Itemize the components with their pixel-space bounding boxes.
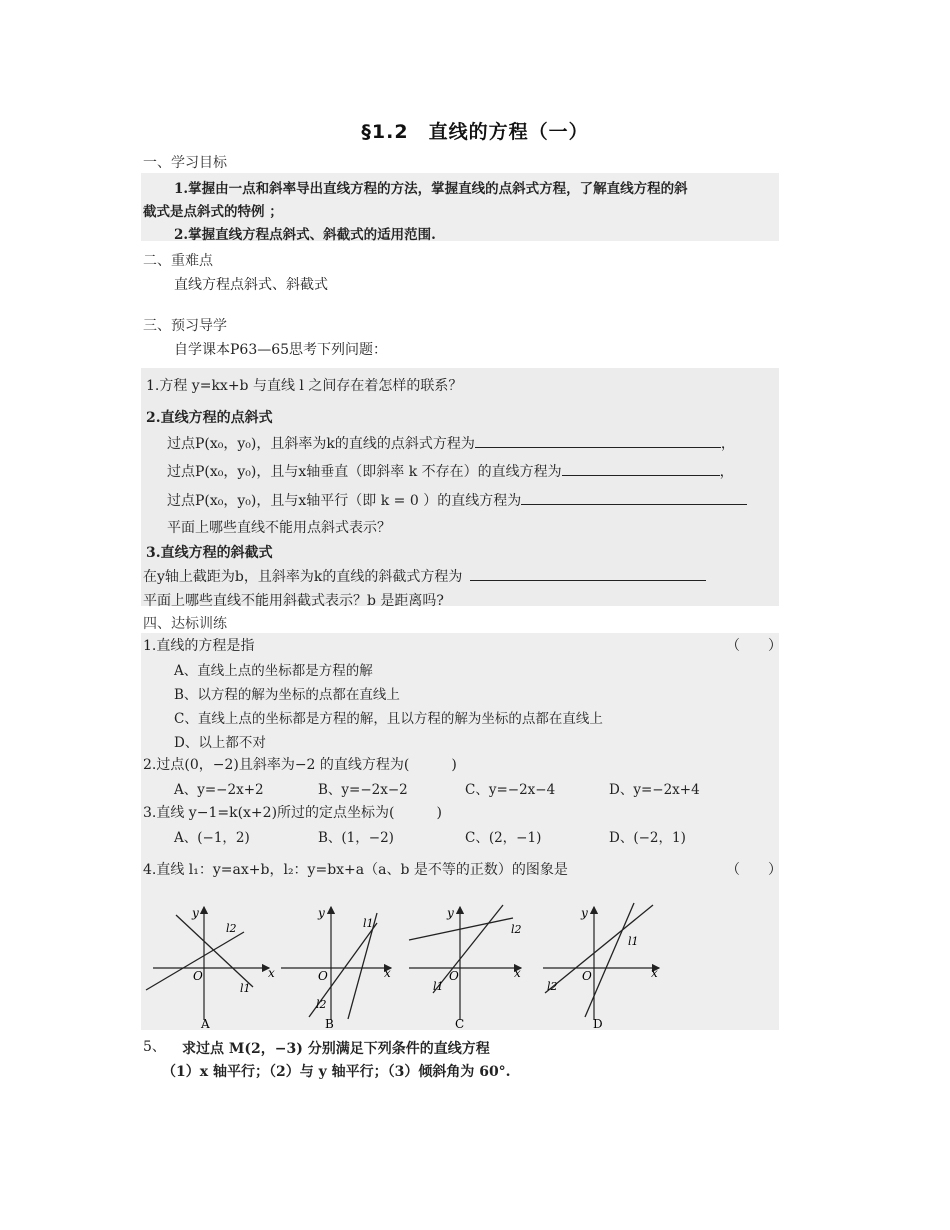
- graph-c-l2-label: l2: [511, 923, 522, 936]
- graph-a-line-l2: [176, 915, 253, 987]
- exercise-3-option-c[interactable]: C、(2，−1): [465, 830, 542, 846]
- page-title: §1.2 直线的方程（一）: [361, 121, 589, 143]
- section-heading-goals: 一、学习目标: [143, 155, 227, 171]
- exercise-4-graphs: [141, 895, 779, 1030]
- graph-c-x-label: x: [514, 966, 521, 980]
- preview-q2c: [167, 490, 747, 510]
- graph-a-origin: O: [193, 969, 203, 983]
- exercise-4: 4.直线 l₁：y=ax+b，l₂：y=bx+a（a、b 是不等的正数）的图象是: [143, 862, 568, 878]
- exercise-1: 1.直线的方程是指: [143, 638, 255, 654]
- graph-c-caption: C: [455, 1017, 465, 1030]
- goal-1-line-1: 1.掌握由一点和斜率导出直线方程的方法，掌握直线的点斜式方程，了解直线方程的斜: [174, 181, 688, 197]
- answer-blank-horizontal[interactable]: [521, 491, 747, 505]
- key-points-text: 直线方程点斜式、斜截式: [174, 277, 328, 293]
- preview-intro: 自学课本P63—65思考下列问题：: [174, 342, 388, 358]
- exercise-5-sub: （1）x 轴平行；（2）与 y 轴平行；（3）倾斜角为 60°.: [162, 1064, 511, 1080]
- section-heading-key-points: 二、重难点: [143, 253, 213, 269]
- exercise-5-number: 5、: [143, 1039, 166, 1055]
- graph-c-l1-label: l1: [433, 980, 444, 993]
- graph-d-l2-label: l2: [547, 980, 558, 993]
- exercise-2-option-b[interactable]: B、y=−2x−2: [318, 782, 408, 798]
- exercise-1-option-d[interactable]: D、以上都不对: [174, 735, 266, 751]
- answer-blank-vertical[interactable]: [562, 462, 720, 476]
- graph-b-l2-label: l2: [316, 998, 327, 1011]
- graph-a-l2-label: l2: [226, 922, 237, 935]
- preview-q2d: 平面上哪些直线不能用点斜式表示？: [167, 520, 391, 536]
- exercise-2: 2.过点(0，−2)且斜率为−2 的直线方程为( ): [143, 757, 457, 773]
- exercise-2-option-c[interactable]: C、y=−2x−4: [465, 782, 556, 798]
- exercise-5: 求过点 M(2，−3) 分别满足下列条件的直线方程: [182, 1041, 490, 1057]
- preview-q3a: [143, 566, 706, 586]
- preview-q2: 2.直线方程的点斜式: [146, 410, 273, 426]
- graph-d[interactable]: [543, 903, 659, 1030]
- preview-q1: 1.方程 y=kx+b 与直线 l 之间存在着怎样的联系？: [146, 378, 463, 394]
- comma: ，: [719, 464, 734, 480]
- exercise-3-option-d[interactable]: D、(−2，1): [609, 830, 686, 846]
- graph-d-y-label: y: [581, 906, 588, 920]
- graph-b-l1-label: l1: [363, 917, 374, 930]
- exercise-1-option-a[interactable]: A、直线上点的坐标都是方程的解: [174, 663, 373, 679]
- graph-d-x-label: x: [651, 966, 658, 980]
- preview-q3: 3.直线方程的斜截式: [146, 545, 273, 561]
- preview-q2b: [167, 461, 734, 481]
- exercise-2-option-a[interactable]: A、y=−2x+2: [174, 782, 264, 798]
- graph-d-line-l2: [545, 905, 653, 993]
- graph-b-caption: B: [325, 1017, 334, 1030]
- graph-c-y-label: y: [447, 906, 454, 920]
- goal-2: 2.掌握直线方程点斜式、斜截式的适用范围.: [174, 227, 436, 243]
- graph-a[interactable]: [146, 906, 275, 1030]
- exercise-3: 3.直线 y−1=k(x+2)所过的定点坐标为( ): [143, 805, 442, 821]
- exercise-1-option-c[interactable]: C、直线上点的坐标都是方程的解，且以方程的解为坐标的点都在直线上: [174, 711, 603, 727]
- graph-c-origin: O: [449, 969, 459, 983]
- preview-q2a-text: 过点P(x₀，y₀)，且斜率为k的直线的点斜式方程为: [167, 436, 475, 452]
- section-heading-exercises: 四、达标训练: [143, 616, 227, 632]
- answer-blank-slope-intercept[interactable]: [470, 567, 706, 581]
- goal-1-line-2: 截式是点斜式的特例 ；: [143, 204, 283, 220]
- answer-blank-point-slope[interactable]: [475, 434, 721, 448]
- graph-b-x-label: x: [384, 966, 391, 980]
- exercise-4-paren: （ ）: [726, 862, 782, 878]
- preview-q3a-text: 在y轴上截距为b，且斜率为k的直线的斜截式方程为: [143, 569, 463, 585]
- graph-a-l1-label: l1: [240, 982, 251, 995]
- graph-a-y-label: y: [192, 906, 199, 920]
- graph-b-y-label: y: [318, 906, 325, 920]
- graph-d-origin: O: [582, 969, 592, 983]
- exercise-1-option-b[interactable]: B、以方程的解为坐标的点都在直线上: [174, 687, 400, 703]
- graph-d-line-l1: [585, 903, 634, 1017]
- graph-a-x-label: x: [268, 966, 275, 980]
- preview-q2a: [167, 433, 735, 453]
- section-heading-preview: 三、预习导学: [143, 318, 227, 334]
- graph-b-origin: O: [318, 969, 328, 983]
- exercise-1-paren: （ ）: [726, 638, 782, 654]
- graph-d-l1-label: l1: [628, 935, 639, 948]
- graph-a-caption: A: [201, 1017, 210, 1030]
- exercise-3-option-a[interactable]: A、(−1，2): [174, 830, 250, 846]
- exercise-2-option-d[interactable]: D、y=−2x+4: [609, 782, 700, 798]
- graph-d-caption: D: [593, 1017, 603, 1030]
- exercise-3-option-b[interactable]: B、(1，−2): [318, 830, 394, 846]
- graph-b[interactable]: [281, 906, 391, 1030]
- graph-c[interactable]: [409, 905, 522, 1030]
- preview-q3b: 平面上哪些直线不能用斜截式表示？b 是距离吗?: [143, 593, 444, 609]
- graph-c-line-l2: [409, 918, 513, 940]
- comma: ，: [720, 436, 735, 452]
- preview-q2b-text: 过点P(x₀，y₀)，且与x轴垂直（即斜率 k 不存在）的直线方程为: [167, 464, 562, 480]
- preview-q2c-text: 过点P(x₀，y₀)，且与x轴平行（即 k = 0 ）的直线方程为: [167, 493, 522, 509]
